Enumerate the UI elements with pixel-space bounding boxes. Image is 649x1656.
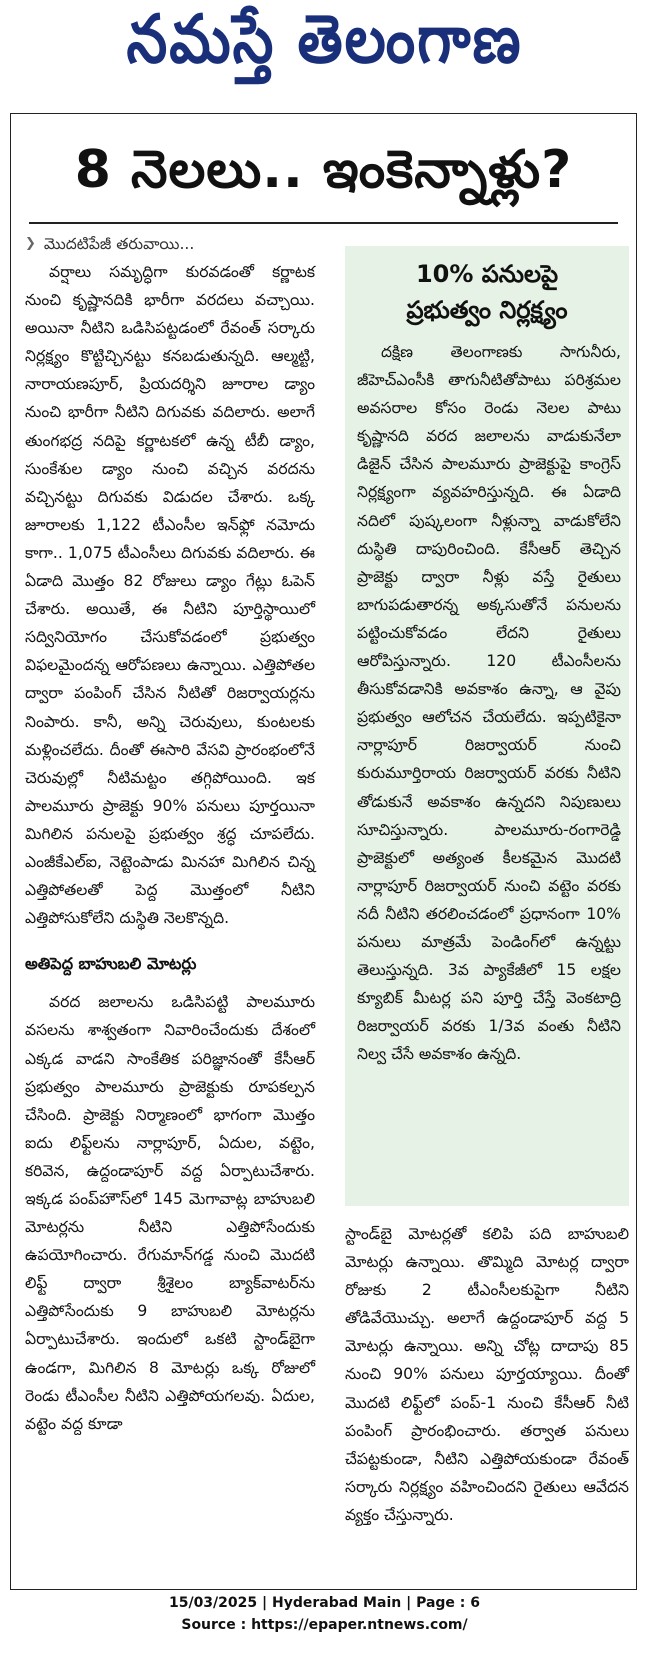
article-headline: 8 నెలలు.. ఇంకెన్నాళ్లు? [74,140,573,200]
page-footer [0,1592,649,1636]
masthead [0,0,649,112]
sidebar-title [345,256,629,328]
article-subheading: అతిపెద్ద బాహుబలి మోటర్లు [25,954,197,974]
article-paragraph-2: వరద జలాలను ఒడిసిపట్టి పాలమూరు వసలను శాశ్వతంగా నివారించేందుకు దేశంలో ఎక్కడ వాడని సాంకేతిక పరిజ్ఞానంతో కేసీఆర్ ప్రభుత్వం పాలమూరు ప్రాజెక్టుకు రూపకల్పన చేసింది. ప్రాజెక్టు నిర్మాణంలో భాగంగా మొత్తం ఐదు లిఫ్ట్‌లను నార్లాపూర్, ఏదుల, వట్టెం, కరివెన, ఉద్దండాపూర్ వద్ద ఏర్పాటుచేశారు. ఇక్కడ పంప్‌హౌస్‌లో 145 మెగావాట్ల బాహుబలి మోటర్లను నీటిని ఎత్తిపోసేందుకు ఉపయోగించారు. రేగుమాన్‌గడ్డ నుంచి మొదటి లిఫ్ట్ ద్వారా శ్రీశైలం బ్యాక్‌వాటర్‌ను ఎత్తిపోసేందుకు 9 బాహుబలి మోటర్లను ఏర్పాటుచేశారు. ఇందులో ఒకటి స్టాండ్‌బైగా ఉండగా, మిగిలిన 8 మోటర్లు ఒక్క రోజులో రెండు టీఎంసీల నీటిని ఎత్తిపోయగలవు. ఏదుల, వట్టెం వద్ద కూడా [25,993,315,1433]
continuation-line [25,230,315,258]
footer-source: Source : https://epaper.ntnews.com/ [181,1617,468,1633]
article-frame [10,113,637,1590]
left-column [25,230,315,1438]
article-paragraph-3: స్టాండ్‌బై మోటర్లతో కలిపి పది బాహుబలి మోటర్లు ఉన్నాయి. తొమ్మిది మోటర్ల ద్వారా రోజుకు 2 టీఎంసీలకుపైగా నీటిని తోడివేయొచ్చు. అలాగే ఉద్దండాపూర్ వద్ద 5 మోటర్లు ఉన్నాయి. అన్ని చోట్ల దాదాపు 85 నుంచి 90% పనులు పూర్తయ్యాయి. దీంతో మొదటి లిఫ్ట్‌లో పంప్-1 నుంచి కేసీఆర్ నీటి పంపింగ్ ప్రారంభించారు. తర్వాత పనులు చేపట్టకుండా, నీటిని ఎత్తిపోయకుండా రేవంత్ సర్కారు నిర్లక్ష్యం వహించిందని రైతులు ఆవేదన వ్యక్తం చేస్తున్నారు. [345,1225,629,1524]
article-paragraph-1: వర్షాలు సమృద్ధిగా కురవడంతో కర్ణాటక నుంచి కృష్ణానదికి భారీగా వరదలు వచ్చాయి. అయినా నీటిని ఒడిసిపట్టడంలో రేవంత్ సర్కారు నిర్లక్ష్యం కొట్టిచ్చినట్టు కనబడుతున్నది. ఆల్మట్టి, నారాయణపూర్, ప్రియదర్శిని జూరాల డ్యాం నుంచి భారీగా నీటిని దిగువకు వదిలారు. అలాగే తుంగభద్ర నదిపై కర్ణాటకలో ఉన్న టీబీ డ్యాం, సుంకేశుల డ్యాం నుంచి వచ్చిన వరదను వచ్చినట్టు దిగువకు విడుదల చేశారు. ఒక్క జూరాలకు 1,122 టీఎంసీల ఇన్‌ఫ్లో నమోదు కాగా.. 1,075 టీఎంసీలు దిగువకు వదిలారు. ఈ ఏడాది మొత్తం 82 రోజులు డ్యాం గేట్లు ఓపెన్ చేశారు. అయితే, ఈ నీటిని పూర్తిస్థాయిలో సద్వినియోగం చేసుకోవడంలో ప్రభుత్వం విఫలమైందన్న ఆరోపణలు ఉన్నాయి. ఎత్తిపోతల ద్వారా పంపింగ్ చేసిన నీటితో రిజర్వాయర్లను నింపారు. కానీ, అన్ని చెరువులు, కుంటలకు మళ్లించలేదు. దీంతో ఈసారి వేసవి ప్రారంభంలోనే చెరువుల్లో నీటిమట్టం తగ్గిపోయింది. ఇక పాలమూరు ప్రాజెక్టు 90% పనులు పూర్తయినా మిగిలిన పనులపై ప్రభుత్వం శ్రద్ధ చూపలేదు. ఎంజీకేఎల్ఐ, నెట్టెంపాడు మినహా మిగిలిన చిన్న ఎత్తిపోతలతో పెద్ద మొత్తంలో నీటిని ఎత్తిపోసుకోలేని దుస్థితి నెలకొన్నది. [25,263,315,928]
continuation-label: మొదటిపేజీ తరువాయి... [43,234,195,253]
right-column [345,1220,629,1529]
sidebar-body [345,328,629,1068]
sidebar-paragraph: దక్షిణ తెలంగాణకు సాగునీరు, జీహెచ్ఎంసీకి తాగునీటితోపాటు పరిశ్రమల అవసరాల కోసం రెండు నెలల పాటు కృష్ణానది వరద జలాలను వాడుకునేలా డిజైన్ చేసిన పాలమూరు ప్రాజెక్టుపై కాంగ్రెస్ నిర్లక్ష్యంగా వ్యవహరిస్తున్నది. ఈ ఏడాది నదిలో పుష్కలంగా నీళ్లున్నా వాడుకోలేని దుస్థితి దాపురించింది. కేసీఆర్ తెచ్చిన ప్రాజెక్టు ద్వారా నీళ్లు వస్తే రైతులు బాగుపడుతారన్న అక్కసుతోనే పనులను పట్టించుకోవడం లేదని రైతులు ఆరోపిస్తున్నారు. 120 టీఎంసీలను తీసుకోవడానికి అవకాశం ఉన్నా, ఆ వైపు ప్రభుత్వం ఆలోచన చేయలేదు. ఇప్పటికైనా నార్లాపూర్ రిజర్వాయర్ నుంచి కురుమూర్తిరాయ రిజర్వాయర్ వరకు నీటిని తోడుకునే అవకాశం ఉన్నదని నిపుణులు సూచిస్తున్నారు. పాలమూరు-రంగారెడ్డి ప్రాజెక్టులో అత్యంత కీలకమైన మొదటి నార్లాపూర్ రిజర్వాయర్ నుంచి వట్టెం వరకు నదీ నీటిని తరలించడంలో ప్రధానంగా 10% పనులు మాత్రమే పెండింగ్‌లో ఉన్నట్టు తెలుస్తున్నది. 3వ ప్యాకేజీలో 15 లక్షల క్యూబిక్ మీటర్ల పని పూర్తి చేస్తే వెంకటాద్రి రిజర్వాయర్ వరకు 1/3వ వంతు నీటిని నిల్వ చేసే అవకాశం ఉన్నది. [357,343,621,1064]
newspaper-logo: నమస్తే తెలంగాణ [126,0,523,78]
sidebar-title-line-2: ప్రభుత్వం నిర్లక్ష్యం [406,296,568,324]
footer-date-edition: 15/03/2025 | Hyderabad Main | Page : 6 [168,1595,481,1611]
sidebar-box [345,246,629,1206]
chevron-right-icon: ❯ [25,235,36,251]
headline-rule [29,222,618,224]
sidebar-title-line-1: 10% పనులపై [415,260,559,288]
